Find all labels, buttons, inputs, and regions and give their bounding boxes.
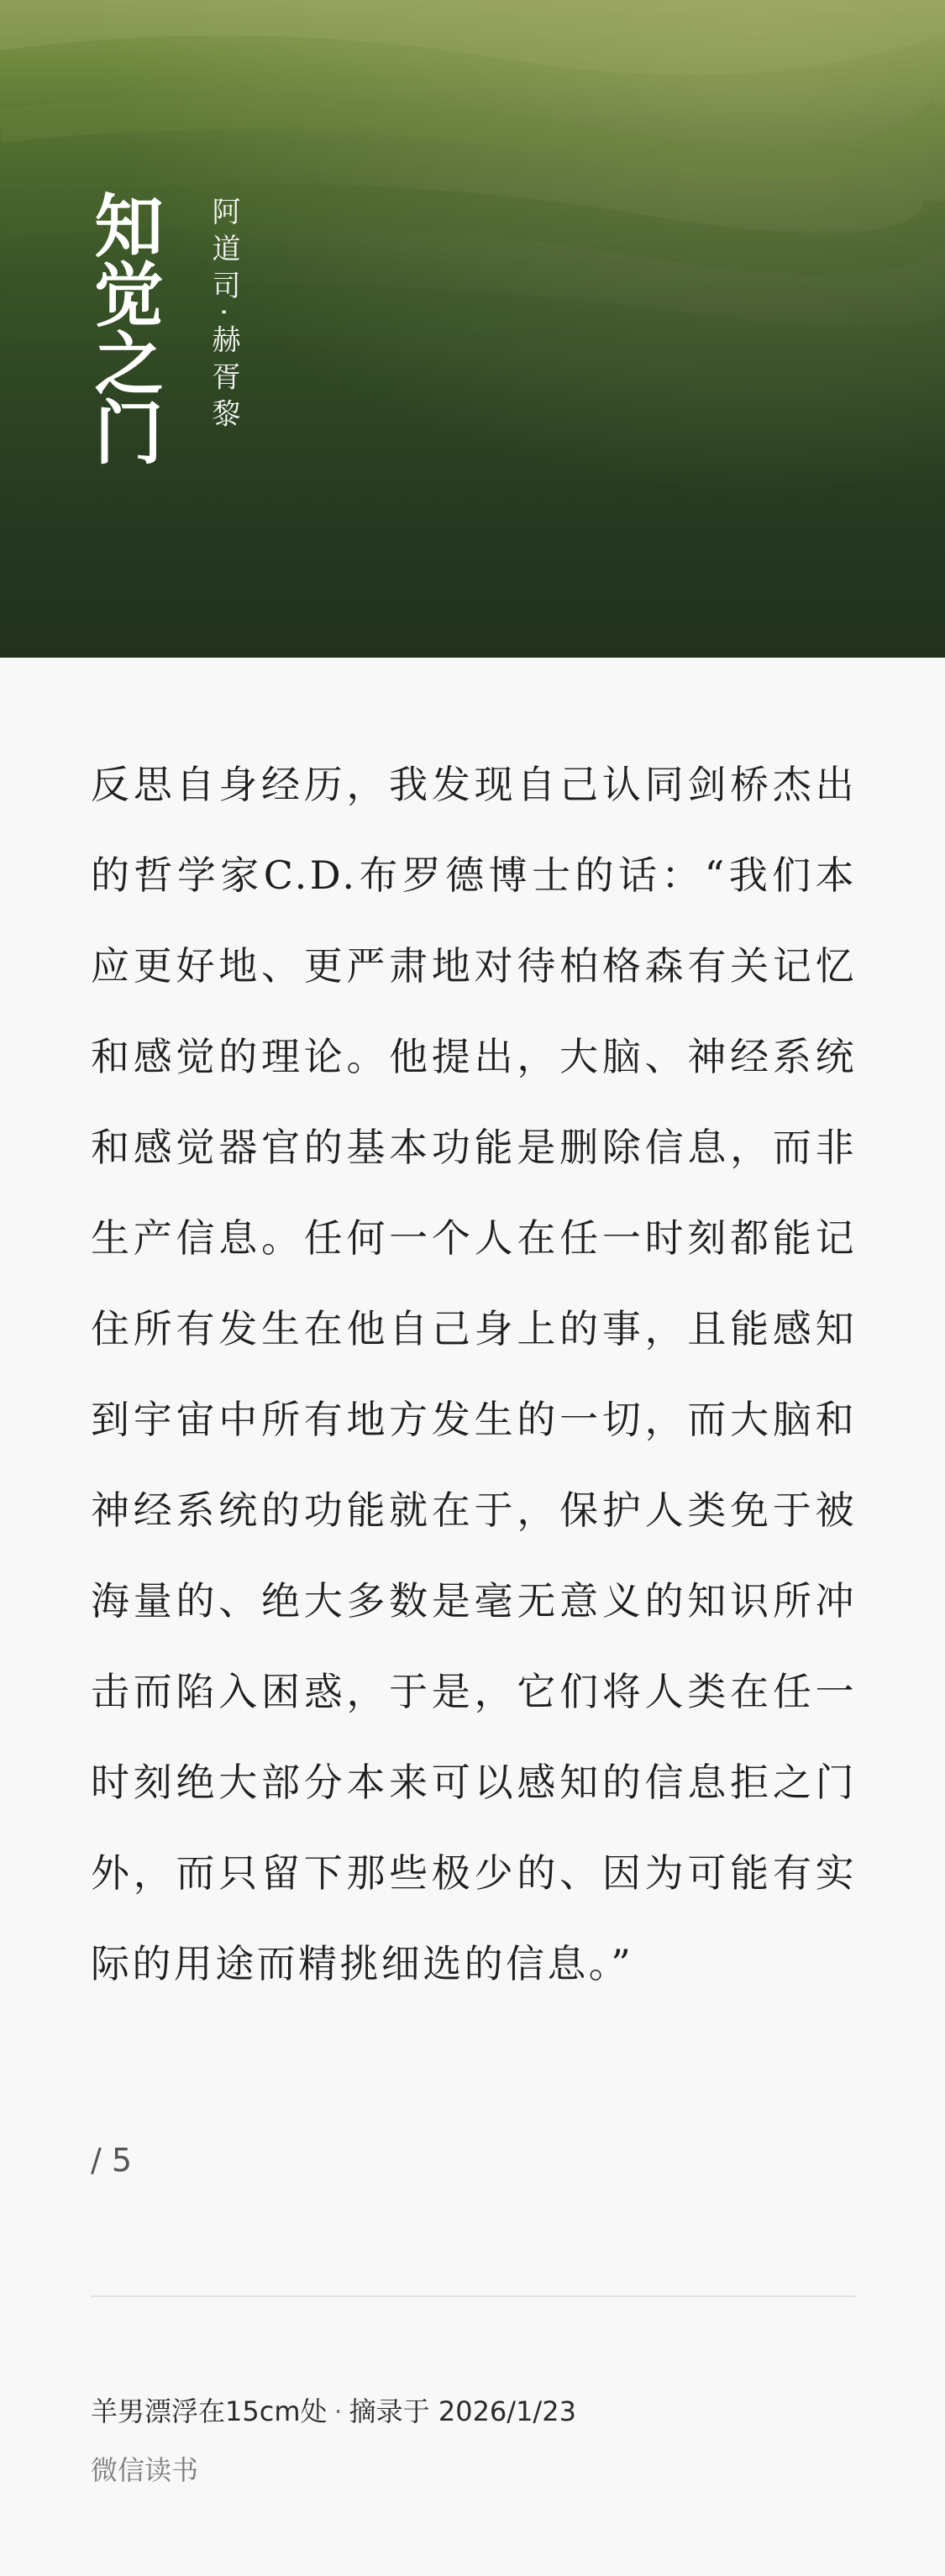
excerpt-author: 羊男漂浮在15cm处 bbox=[91, 2395, 328, 2427]
excerpt-meta bbox=[91, 2390, 576, 2429]
book-title: 知觉之门 bbox=[83, 190, 164, 465]
excerpt-date: 摘录于 2026/1/23 bbox=[349, 2395, 576, 2427]
book-author: 阿道司·赫胥黎 bbox=[207, 197, 240, 436]
page-indicator: / 5 bbox=[91, 2142, 133, 2179]
quote-text: 反思自身经历，我发现自己认同剑桥杰出的哲学家C.D.布罗德博士的话：“我们本应更好地、更严肃地对待柏格森有关记忆和感觉的理论。他提出，大脑、神经系统和感觉器官的基本功能是删除信息，而非生产信息。任何一个人在任一时刻都能记住所有发生在他自己身上的事，且能感知到宇宙中所有地方发生的一切，而大脑和神经系统的功能就在于，保护人类免于被海量的、绝大多数是毫无意义的知识所冲击而陷入困惑，于是，它们将人类在任一时刻绝大部分本来可以感知的信息拒之门外，而只留下那些极少的、因为可能有实际的用途而精挑细选的信息。” bbox=[91, 762, 857, 1986]
divider bbox=[91, 2295, 855, 2297]
source-app: 微信读书 bbox=[91, 2454, 199, 2486]
meta-separator: · bbox=[333, 2395, 343, 2427]
book-cover-banner bbox=[0, 0, 945, 658]
